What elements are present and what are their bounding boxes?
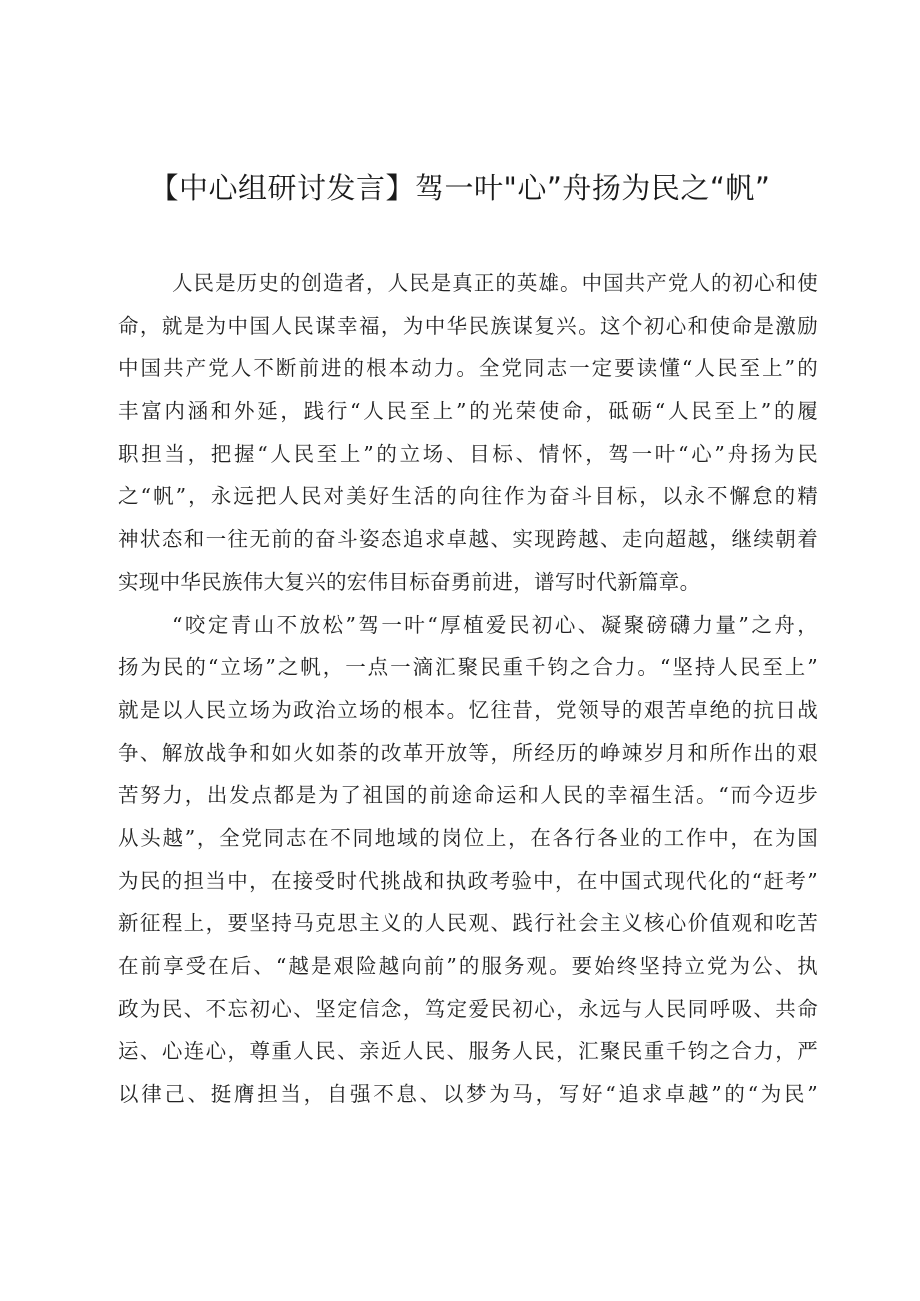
paragraph-line: 以律己、挺膺担当，自强不息、以梦为马，写好“追求卓越”的“为民”: [118, 1082, 818, 1107]
paragraph-1: [118, 262, 818, 604]
paragraph-line: 苦努力，出发点都是为了祖国的前途命运和人民的幸福生活。“而今迈步: [118, 783, 818, 808]
paragraph-line: 新征程上，要坚持马克思主义的人民观、践行社会主义核心价值观和吃苦: [118, 911, 818, 936]
paragraph-line: 之“帆”，永远把人民对美好生活的向往作为奋斗目标，以永不懈怠的精: [118, 484, 818, 509]
paragraph-line: 丰富内涵和外延，践行“人民至上”的光荣使命，砥砺“人民至上”的履: [118, 399, 818, 424]
paragraph-line: 扬为民的“立场”之帆，一点一滴汇聚民重千钧之合力。“坚持人民至上”: [118, 655, 818, 680]
paragraph-line: 在前享受在后、“越是艰险越向前”的服务观。要始终坚持立党为公、执: [118, 954, 818, 978]
paragraph-line: 职担当，把握“人民至上”的立场、目标、情怀，驾一叶“心”舟扬为民: [118, 441, 818, 466]
paragraph-line: 命，就是为中国人民谋幸福，为中华民族谋复兴。这个初心和使命是激励: [118, 313, 818, 338]
document-body: [118, 262, 818, 1116]
document-title: 【中心组研讨发言】驾一叶"心”舟扬为民之“帆”: [149, 171, 771, 205]
paragraph-2: [118, 604, 818, 1116]
paragraph-line: 人民是历史的创造者，人民是真正的英雄。中国共产党人的初心和使: [172, 271, 818, 295]
paragraph-line: 实现中华民族伟大复兴的宏伟目标奋勇前进，谱写时代新篇章。: [118, 569, 701, 594]
paragraph-line: 中国共产党人不断前进的根本动力。全党同志一定要读懂“人民至上”的: [118, 356, 818, 381]
paragraph-line: 运、心连心，尊重人民、亲近人民、服务人民，汇聚民重千钧之合力，严: [118, 1039, 818, 1064]
paragraph-line: 神状态和一往无前的奋斗姿态追求卓越、实现跨越、走向超越，继续朝着: [118, 527, 818, 552]
paragraph-line: 就是以人民立场为政治立场的根本。忆往昔，党领导的艰苦卓绝的抗日战: [118, 697, 818, 722]
paragraph-line: 政为民、不忘初心、坚定信念，笃定爱民初心，永远与人民同呼吸、共命: [118, 996, 818, 1021]
paragraph-line: “咬定青山不放松”驾一叶“厚植爱民初心、凝聚磅礴力量”之舟，: [172, 612, 818, 637]
paragraph-line: 从头越”，全党同志在不同地域的岗位上，在各行各业的工作中，在为国: [118, 825, 818, 850]
paragraph-line: 为民的担当中，在接受时代挑战和执政考验中，在中国式现代化的“赶考”: [118, 868, 818, 893]
paragraph-line: 争、解放战争和如火如荼的改革开放等，所经历的峥竦岁月和所作出的艰: [118, 740, 818, 765]
